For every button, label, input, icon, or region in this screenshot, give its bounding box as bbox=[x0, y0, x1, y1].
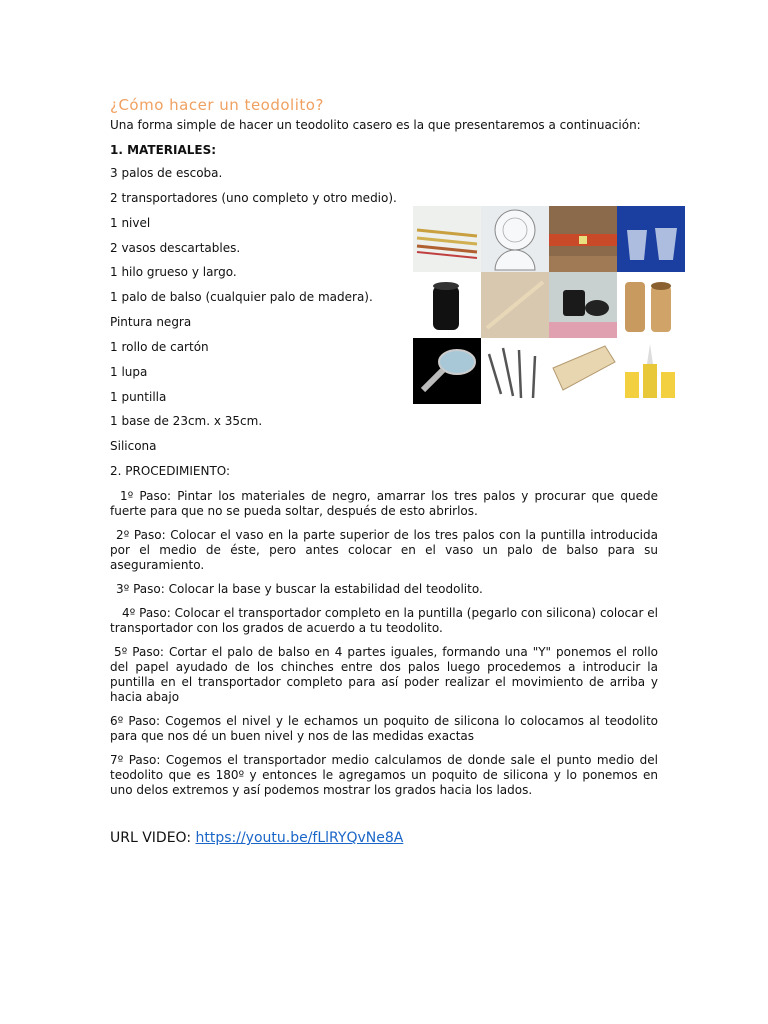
cardboard-rolls-photo bbox=[617, 272, 685, 338]
level-photo bbox=[549, 206, 617, 272]
material-item: 1 puntilla bbox=[110, 389, 167, 404]
intro-text: Una forma simple de hacer un teodolito casero es la que presentaremos a continuación: bbox=[110, 118, 641, 132]
material-item: Silicona bbox=[110, 439, 157, 454]
step-4: 4º Paso: Colocar el transportador completo en la puntilla (pegarlo con silicona) colocar el transportador con los grados de acuerdo a tu teodolito. bbox=[110, 606, 658, 636]
material-item: 2 transportadores (uno completo y otro medio). bbox=[110, 190, 397, 205]
plastic-cups-photo bbox=[617, 206, 685, 272]
step-6: 6º Paso: Cogemos el nivel y le echamos un poquito de silicona lo colocamos al teodolito para que nos dé un buen nivel y nos de las medidas exactas bbox=[110, 714, 658, 744]
page-title: ¿Cómo hacer un teodolito? bbox=[110, 96, 324, 114]
protractors-photo bbox=[481, 206, 549, 272]
step-5: 5º Paso: Cortar el palo de balso en 4 partes iguales, formando una "Y" ponemos el rollo del papel ayudado de los chinches entre dos palos luego procedemos a introducir la puntilla en el transportador completo para así poder realizar el movimiento de arriba y hacia abajo bbox=[110, 645, 658, 705]
material-item: 1 base de 23cm. x 35cm. bbox=[110, 414, 263, 429]
magnifying-glass-photo bbox=[413, 338, 481, 404]
silicone-glue-photo bbox=[617, 338, 685, 404]
step-7: 7º Paso: Cogemos el transportador medio calculamos de donde sale el punto medio del teodolito que es 180º y entonces le agregamos un poquito de silicona y lo ponemos en uno delos extremos y así podemos mostrar los grados hacia los lados. bbox=[110, 753, 658, 798]
material-item: Pintura negra bbox=[110, 315, 192, 330]
material-item: 2 vasos descartables. bbox=[110, 240, 241, 255]
step-1: 1º Paso: Pintar los materiales de negro, amarrar los tres palos y procurar que quede fuerte para que no se pueda soltar, después de esto abrirlos. bbox=[110, 489, 658, 519]
video-url-line bbox=[110, 830, 658, 846]
material-item: 1 rollo de cartón bbox=[110, 339, 209, 354]
materials-heading: 1. MATERIALES: bbox=[110, 143, 217, 157]
step-3: 3º Paso: Colocar la base y buscar la estabilidad del teodolito. bbox=[116, 582, 483, 597]
url-label: URL VIDEO: bbox=[110, 830, 196, 847]
thread-spool-photo bbox=[413, 272, 481, 338]
procedure-heading: 2. PROCEDIMIENTO: bbox=[110, 464, 231, 479]
black-paint-photo bbox=[549, 272, 617, 338]
step-2: 2º Paso: Colocar el vaso en la parte superior de los tres palos con la puntilla introducida por el medio de éste, pero antes colocar en el vaso un palo de balso para su aseguramiento. bbox=[110, 528, 658, 573]
material-item: 1 palo de balso (cualquier palo de madera). bbox=[110, 290, 373, 305]
video-link[interactable]: https://youtu.be/fLlRYQvNe8A bbox=[195, 830, 404, 847]
nails-photo bbox=[481, 338, 549, 404]
wood-base-photo bbox=[549, 338, 617, 404]
materials-photo-grid bbox=[413, 206, 685, 404]
material-item: 1 lupa bbox=[110, 364, 148, 379]
material-item: 3 palos de escoba. bbox=[110, 166, 223, 180]
material-item: 1 hilo grueso y largo. bbox=[110, 265, 237, 280]
balsa-stick-photo bbox=[481, 272, 549, 338]
material-item: 1 nivel bbox=[110, 215, 151, 230]
broom-sticks-photo bbox=[413, 206, 481, 272]
